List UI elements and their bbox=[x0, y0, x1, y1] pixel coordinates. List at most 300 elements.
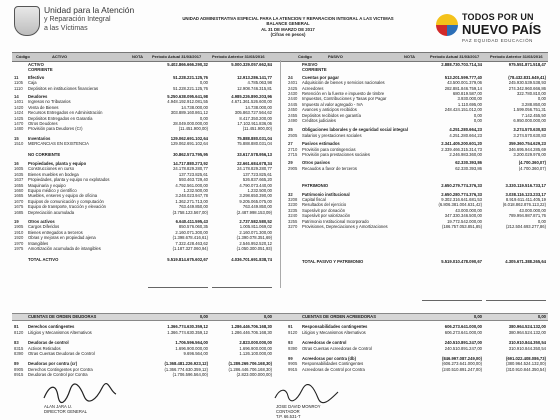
current-period-value: 1.366.774.630.359,12 bbox=[167, 329, 208, 335]
account-label: Provisiones, Depreciaciones y Amortizaciones bbox=[302, 224, 388, 229]
account-label: Equipos de comunicación y computación bbox=[28, 198, 104, 204]
account-code: 1605 bbox=[14, 166, 24, 172]
account-code: 27 bbox=[288, 141, 293, 147]
previous-period-value: (1.050.300.051,93) bbox=[236, 246, 272, 251]
col-title: ACTIVO bbox=[52, 54, 68, 59]
account-code: 1685 bbox=[14, 209, 24, 215]
current-period-value: 240.510.891.247,00 bbox=[444, 345, 482, 351]
account-code: 1665 bbox=[14, 193, 24, 199]
current-period-value: 51.228.221.125,76 bbox=[173, 74, 208, 80]
current-period-value: (606.273.641.000,00) bbox=[441, 361, 482, 367]
account-label: Obligaciones laborales y de seguridad social integral bbox=[302, 127, 408, 133]
current-period-value: 1.362.271.713,00 bbox=[175, 198, 208, 204]
previous-period-value: (212.504.693.277,86) bbox=[505, 224, 546, 229]
current-period-value: (846.997.087.249,00) bbox=[441, 356, 482, 361]
account-code: 1670 bbox=[14, 198, 24, 204]
current-period-value: 303.889.160.861,12 bbox=[170, 110, 208, 116]
previous-period-value: 3.274.570.630,83 bbox=[513, 132, 546, 138]
total-underline bbox=[422, 300, 482, 301]
previous-period-value: 33.617.578.956,13 bbox=[237, 151, 272, 157]
account-label: CUENTAS DE ORDEN ACREEDORAS bbox=[302, 314, 376, 319]
account-label: Depreciación acumulada bbox=[28, 209, 75, 215]
account-label: Créditos judiciales bbox=[302, 118, 336, 123]
col-code: Código bbox=[16, 54, 30, 59]
current-period-value: 7.322.428.463,62 bbox=[175, 240, 208, 246]
previous-period-value: (4.700.360,07) bbox=[518, 165, 546, 171]
account-code: 1920 bbox=[14, 235, 24, 241]
previous-period-value: 3.330.119.516.733,17 bbox=[505, 183, 546, 189]
ledger-row bbox=[14, 257, 272, 263]
previous-period-value: (6.018.862.876.113,22) bbox=[502, 202, 546, 208]
account-code: 91 bbox=[288, 324, 293, 330]
current-period-value: 3.930.000,00 bbox=[457, 96, 482, 102]
previous-period-value: 0,00 bbox=[537, 96, 546, 102]
current-period-value: 347.330.346.500,00 bbox=[444, 213, 482, 219]
previous-period-value: (310.910.844.350,54) bbox=[505, 366, 546, 372]
account-label: Provisión para contingencias bbox=[302, 146, 356, 152]
report-title-line: AL 31 DE MARZO DE 2017 bbox=[261, 26, 315, 32]
account-code: 25 bbox=[288, 127, 293, 133]
account-label: Adquisición de bienes y servicios nacionales bbox=[302, 80, 385, 86]
ledger-row bbox=[14, 152, 272, 158]
current-period-value: 282.881.846.759,14 bbox=[444, 85, 482, 91]
previous-period-value: (78.432.831.649,41) bbox=[508, 74, 546, 80]
account-label: Acreedores bbox=[302, 85, 324, 91]
previous-period-value: 359.360.754.629,23 bbox=[508, 141, 546, 147]
total-underline bbox=[486, 300, 546, 301]
account-label: Responsabilidades contingentes bbox=[302, 324, 368, 330]
current-period-value: 593.463.729,40 bbox=[178, 177, 208, 183]
account-label: PATRIMONIO bbox=[302, 183, 329, 189]
ledger-row bbox=[288, 152, 546, 158]
current-period-value: (6.806.381.004.631,42) bbox=[438, 202, 482, 208]
current-period-value: 14.738.000,00 bbox=[181, 104, 208, 110]
account-label: Bienes muebles en bodega bbox=[28, 171, 79, 177]
ledger-row bbox=[288, 183, 546, 189]
account-code: 3270 bbox=[288, 224, 298, 229]
previous-period-value: 1.126.100.000,00 bbox=[239, 351, 272, 356]
ledger-row bbox=[14, 372, 272, 378]
account-code: 2490 bbox=[288, 118, 298, 123]
previous-period-value: 12.908.746.315,81 bbox=[237, 85, 272, 91]
account-label: Responsabilidades Contingentes bbox=[302, 361, 364, 367]
account-code: 9120 bbox=[288, 329, 298, 335]
account-label: Cuentas por pagar bbox=[302, 74, 339, 80]
account-label: Propiedades, planta y equipo no explotados bbox=[28, 177, 110, 183]
account-code: 1425 bbox=[14, 115, 24, 121]
current-period-value: 0,00 bbox=[473, 112, 482, 118]
account-label: Acreedoras por contra (db) bbox=[302, 356, 356, 361]
account-code: 2710 bbox=[288, 146, 298, 152]
account-label: Obras y mejoras en propiedad ajena bbox=[28, 235, 96, 241]
account-label: Depósitos en instituciones financieras bbox=[28, 85, 99, 91]
current-period-value: 5.250.638.095.641,98 bbox=[167, 94, 208, 99]
current-period-value: 2.650.280.774.376,33 bbox=[441, 191, 482, 197]
account-label: Provisión para prestaciones sociales bbox=[302, 152, 370, 157]
account-code: 1424 bbox=[14, 110, 24, 116]
account-label: Depósitos Entregados en Garantía bbox=[28, 115, 93, 121]
account-code: 15 bbox=[14, 135, 19, 141]
accountant-tp: T.P. 66.531-T bbox=[276, 414, 301, 419]
account-code: 93 bbox=[288, 340, 293, 346]
current-period-value: 2.341.405.200.601,20 bbox=[441, 141, 482, 147]
account-code: 8905 bbox=[14, 366, 24, 372]
previous-period-value: 14.738.000,00 bbox=[245, 104, 272, 110]
ledger-row bbox=[288, 346, 546, 352]
account-label: ACTIVO bbox=[28, 62, 44, 67]
account-code: 1660 bbox=[14, 188, 24, 193]
account-label: Bienes entregados a terceros bbox=[28, 229, 83, 235]
account-label: Deudoras por contra (cr) bbox=[28, 361, 78, 367]
total-underline bbox=[148, 287, 208, 288]
previous-period-value: 245.930.539.538,93 bbox=[508, 80, 546, 86]
previous-period-value: 3.298.650.390,00 bbox=[239, 193, 272, 199]
account-label: Otros pasivos bbox=[302, 160, 330, 166]
account-code: 1637 bbox=[14, 177, 24, 183]
previous-period-value: 526.837.665,20 bbox=[242, 177, 272, 183]
col-note: NOTA bbox=[404, 54, 416, 59]
entity-logo bbox=[44, 6, 134, 33]
account-code: 19 bbox=[14, 219, 19, 224]
current-period-value: 0,00 bbox=[199, 115, 208, 121]
previous-period-value: 0,00 bbox=[263, 314, 272, 319]
account-label: NO CORRIENTE bbox=[28, 151, 61, 157]
previous-period-value: 3.200.029.978,00 bbox=[513, 152, 546, 157]
previous-period-value: 380.964.524.132,00 bbox=[508, 324, 546, 330]
report-title-line: (Cifras en pesos) bbox=[270, 32, 306, 38]
account-code: 2430 bbox=[288, 91, 298, 96]
current-period-value: 30.862.573.795,95 bbox=[173, 151, 208, 157]
account-label: Otros Deudores bbox=[28, 121, 58, 126]
current-period-value: 2.160.071.300,00 bbox=[175, 229, 208, 235]
previous-period-value: 4.790.073.440,00 bbox=[239, 182, 272, 188]
current-period-value: 28.049.000.000,00 bbox=[173, 121, 208, 126]
account-label: Deudoras de Control por Contra bbox=[28, 372, 88, 378]
current-period-value: 4.948.192.912.081,55 bbox=[167, 99, 208, 105]
account-label: Deudoras de control bbox=[28, 340, 69, 346]
account-code: 3255 bbox=[288, 218, 298, 224]
previous-period-value: 8.919.611.411.405,19 bbox=[505, 197, 546, 202]
account-code: 3240 bbox=[288, 213, 298, 219]
accountant-name: JOSE DAVID MONROY bbox=[276, 404, 321, 409]
ledger-row bbox=[14, 126, 272, 132]
current-period-value: 0,00 bbox=[473, 314, 482, 319]
previous-period-value: 4.036.701.691.838,74 bbox=[231, 257, 272, 263]
account-code: 1105 bbox=[14, 80, 24, 86]
account-label: Capital fiscal bbox=[302, 197, 326, 202]
account-label: Cargos Diferidos bbox=[28, 224, 60, 230]
previous-period-value: (1.390.078.351,69) bbox=[236, 235, 272, 241]
ledger-row bbox=[288, 367, 546, 373]
current-period-value: 513.201.599.777,40 bbox=[444, 74, 482, 80]
current-period-value: 5.519.010.478.090,67 bbox=[441, 259, 482, 265]
logo-line3: PAZ EQUIDAD EDUCACIÓN bbox=[462, 38, 534, 43]
previous-period-value: 1.286.446.706.168,30 bbox=[231, 329, 272, 335]
account-label: Superávit por valorización bbox=[302, 213, 351, 219]
previous-period-value: 789.994.987.871,76 bbox=[508, 213, 546, 219]
col-title: PASIVO bbox=[328, 54, 343, 59]
account-code: 16 bbox=[14, 161, 19, 166]
account-label: Inventarios bbox=[28, 135, 51, 141]
account-code: 1470 bbox=[14, 121, 24, 126]
current-period-value: 1.232.500,00 bbox=[183, 188, 208, 193]
account-code: 1401 bbox=[14, 99, 24, 105]
account-label: Litigios y Mecanismos Alternativos bbox=[28, 329, 92, 335]
accountant-role: CONTADOR bbox=[276, 409, 300, 414]
current-period-value: 137.723.825,61 bbox=[178, 171, 208, 177]
current-period-value: 129.062.691.102,64 bbox=[170, 135, 208, 141]
previous-period-value: 75.888.880.031,04 bbox=[237, 141, 272, 147]
previous-period-value: (2.823.000.000,00) bbox=[236, 372, 272, 378]
account-label: Depósitos recibidos en garantía bbox=[302, 112, 361, 118]
previous-period-value: 8.417.350.200,00 bbox=[239, 115, 272, 121]
entity-name-line1: Unidad para la Atención bbox=[44, 5, 135, 15]
previous-period-value: (691.022.408.086,73) bbox=[505, 356, 546, 361]
current-period-value: (186.757.053.851,85) bbox=[441, 224, 482, 229]
total-underline bbox=[212, 287, 272, 288]
account-code: 89 bbox=[14, 361, 19, 367]
current-period-value: 248.424.151.012,00 bbox=[444, 107, 482, 113]
account-code: 1910 bbox=[14, 229, 24, 235]
previous-period-value: 2.160.071.300,00 bbox=[239, 229, 272, 235]
previous-period-value: 43.000.000,00 bbox=[519, 207, 546, 213]
account-code: 99 bbox=[288, 356, 293, 361]
previous-period-value: 3.288.850,00 bbox=[521, 101, 546, 107]
ledger-row bbox=[14, 246, 272, 252]
account-label: Derechos Contingentes por Contra bbox=[28, 366, 93, 372]
previous-period-value: 0,00 bbox=[537, 218, 546, 224]
previous-period-value: 2.737.582.580,52 bbox=[239, 219, 272, 224]
current-period-value: 1.696.900.000,00 bbox=[175, 345, 208, 351]
account-code: 9905 bbox=[288, 361, 298, 367]
previous-period-value: 22.661.684.678,34 bbox=[237, 161, 272, 166]
previous-period-value: 322.780.810,00 bbox=[516, 91, 546, 96]
current-period-value: 4.251.280.664,23 bbox=[449, 127, 482, 133]
account-label: Venta de Bienes bbox=[28, 104, 59, 110]
account-label: Derechos contingentes bbox=[28, 324, 75, 330]
ledger-row bbox=[288, 133, 546, 139]
account-label: TOTAL ACTIVO bbox=[28, 257, 59, 263]
document-header bbox=[8, 4, 552, 50]
previous-period-value: 6.950.000.000,00 bbox=[513, 118, 546, 123]
account-code: 8120 bbox=[14, 329, 24, 335]
ledger-row bbox=[14, 330, 272, 336]
ledger-row bbox=[14, 67, 272, 73]
account-label: Patrimonio Institucional Incorporado bbox=[302, 218, 369, 224]
previous-period-value: 3.038.116.123.233,17 bbox=[505, 191, 546, 197]
coat-of-arms-icon bbox=[14, 6, 40, 36]
current-period-value: 680.819.587,00 bbox=[452, 91, 482, 96]
previous-period-value: 5.000.329.057.662,84 bbox=[231, 62, 272, 67]
column-divider bbox=[280, 60, 281, 288]
current-period-value: 2.339.466.315.314,73 bbox=[441, 146, 482, 152]
current-period-value: 850.576.060,35 bbox=[178, 224, 208, 230]
ledger-row bbox=[14, 86, 272, 92]
account-code: 3208 bbox=[288, 197, 298, 202]
ledger-row bbox=[14, 314, 272, 320]
previous-period-value: 1.005.811.069,02 bbox=[239, 224, 272, 230]
account-code: 2425 bbox=[288, 85, 298, 91]
account-code: 1635 bbox=[14, 171, 24, 177]
current-period-value: 62.330.393,86 bbox=[455, 160, 482, 166]
previous-period-value: 137.723.825,61 bbox=[242, 171, 272, 177]
current-period-value: 606.273.641.000,00 bbox=[444, 324, 482, 330]
current-period-value: (3.758.123.567,00) bbox=[172, 209, 208, 215]
current-period-value: 6.640.411.595,43 bbox=[175, 219, 208, 224]
current-period-value: 4.792.561.000,00 bbox=[175, 182, 208, 188]
previous-period-value: (4.700.360,07) bbox=[518, 160, 546, 166]
account-code: 2905 bbox=[288, 165, 298, 171]
account-label: Propiedades, planta y equipo bbox=[28, 161, 87, 166]
account-label: Ingresos no Tributarios bbox=[28, 99, 71, 105]
previous-period-value: 1.696.900.000,00 bbox=[239, 345, 272, 351]
previous-period-value: 2.823.000.000,00 bbox=[239, 340, 272, 346]
previous-period-value: 7.142.455,50 bbox=[521, 112, 546, 118]
account-label: Equipo médico y científico bbox=[28, 188, 77, 193]
current-period-value: 43.500.001.379,06 bbox=[447, 80, 482, 86]
previous-period-value: 310.910.844.350,54 bbox=[508, 340, 546, 346]
current-period-value: (1.368.481.226.923,12) bbox=[164, 361, 208, 367]
previous-period-value: (11.451.900,00) bbox=[242, 126, 272, 132]
account-label: MERCANCIAS EN EXISTENCIA bbox=[28, 141, 89, 147]
previous-period-value: 75.888.880.031,04 bbox=[237, 135, 272, 141]
current-period-value: 14.717.880.273,92 bbox=[173, 161, 208, 166]
director-role: DIRECTOR GENERAL bbox=[44, 409, 87, 414]
account-code: 2440 bbox=[288, 96, 298, 102]
account-label: Patrimonio institucional bbox=[302, 191, 350, 197]
current-period-value: 9.696.564,00 bbox=[183, 351, 208, 356]
previous-period-value: (380.964.524.132,00) bbox=[505, 361, 546, 367]
account-label: Maquinaria y equipo bbox=[28, 182, 66, 188]
account-label: Salarios y prestaciones sociales bbox=[302, 132, 362, 138]
account-label: PASIVO bbox=[302, 62, 318, 67]
ledger-row bbox=[288, 166, 546, 172]
current-period-value: (1.706.596.564,00) bbox=[172, 372, 208, 378]
ledger-row bbox=[14, 141, 272, 147]
account-code: 1970 bbox=[14, 240, 24, 246]
current-period-value: 3.248.023.947,78 bbox=[175, 193, 208, 199]
account-code: 9390 bbox=[288, 345, 298, 351]
account-code: 2455 bbox=[288, 112, 298, 118]
account-code: 8390 bbox=[14, 351, 24, 356]
report-title bbox=[168, 16, 408, 38]
col-code: Código bbox=[298, 54, 312, 59]
previous-period-value: 346.695.944.285,69 bbox=[508, 146, 546, 152]
account-label: CORRIENTE bbox=[28, 67, 53, 73]
current-period-value: 51.228.221.125,76 bbox=[173, 85, 208, 91]
current-period-value: 24.178.829.280,77 bbox=[173, 166, 208, 172]
colombia-swirl-icon bbox=[436, 14, 458, 36]
account-code: 1110 bbox=[14, 85, 23, 91]
account-code: 3230 bbox=[288, 202, 298, 208]
previous-period-value: 17.102.911.836,06 bbox=[237, 121, 272, 126]
previous-period-value: 975.551.871.518,47 bbox=[508, 62, 546, 67]
previous-period-value: (1.289.269.706.168,30) bbox=[228, 361, 272, 367]
account-label: Resultados del ejercicio bbox=[302, 202, 347, 208]
account-label: Equipo de transporte, tracción y elevación bbox=[28, 204, 106, 210]
account-code: 81 bbox=[14, 324, 19, 330]
col-note: NOTA bbox=[132, 54, 144, 59]
current-period-value: 763.449.850,00 bbox=[178, 204, 208, 210]
previous-period-value: 1.232.500,00 bbox=[247, 188, 272, 193]
logo-line1: TODOS POR UN bbox=[462, 12, 534, 22]
account-label: CUENTAS DE ORDEN DEUDORAS bbox=[28, 314, 97, 319]
current-period-value: (1.398.678.416,61) bbox=[172, 235, 208, 241]
account-label: Activos Retirados bbox=[28, 345, 61, 351]
current-period-value: 0,00 bbox=[199, 314, 208, 319]
entity-name-line2: y Reparación Integral bbox=[44, 16, 111, 23]
previous-period-value: 4.785.063,98 bbox=[247, 80, 272, 86]
previous-period-value: 4.305.671.388.265,64 bbox=[505, 259, 546, 265]
current-period-value: 240.510.891.247,00 bbox=[444, 340, 482, 346]
current-period-value: 606.273.641.000,00 bbox=[444, 329, 482, 335]
account-label: Otras Cuentas Deudoras de Control bbox=[28, 351, 95, 356]
previous-period-value: 3.274.570.630,83 bbox=[513, 127, 546, 133]
current-period-value: (1.187.327.060,94) bbox=[172, 246, 208, 251]
account-code: 11 bbox=[14, 74, 19, 80]
current-period-value: 5.402.866.666.290,32 bbox=[167, 62, 208, 67]
account-label: Recursos Entregados en Administración bbox=[28, 110, 103, 116]
col-previous: Periodo Anterior 31/03/2016 bbox=[212, 54, 265, 59]
ledger-row bbox=[14, 351, 272, 357]
account-code: 1480 bbox=[14, 126, 24, 132]
col-current: Periodo Actual 31/03/2017 bbox=[430, 54, 480, 59]
ledger-row bbox=[288, 259, 546, 265]
account-code: 2445 bbox=[288, 101, 298, 107]
current-period-value: 129.062.691.102,64 bbox=[170, 141, 208, 147]
current-period-value: 1.366.774.630.359,12 bbox=[167, 324, 208, 330]
account-code: 9915 bbox=[288, 366, 298, 372]
previous-period-value: 310.910.844.350,54 bbox=[508, 345, 546, 351]
current-period-value: 1.706.596.564,00 bbox=[175, 340, 208, 346]
current-period-value: 0,00 bbox=[199, 80, 208, 86]
current-period-value: 2.650.279.774.376,33 bbox=[441, 183, 482, 189]
account-code: 1510 bbox=[14, 141, 24, 147]
previous-period-value: 1.286.446.706.168,30 bbox=[231, 324, 272, 330]
previous-period-value: 380.964.524.132,00 bbox=[508, 329, 546, 335]
account-label: Deudores bbox=[28, 94, 48, 99]
report-title-line: UNIDAD ADMINISTRATIVA ESPECIAL PARA LA ATENCION Y REPARACION INTEGRAL A LAS VICTIMAS bbox=[182, 16, 394, 21]
account-code: 8915 bbox=[14, 372, 24, 378]
account-label: Provisión para Deudores (Cr) bbox=[28, 126, 83, 132]
account-label: CORRIENTE bbox=[302, 67, 327, 73]
account-label: TOTAL PASIVO Y PATRIMONIO bbox=[302, 259, 364, 265]
col-previous: Periodo Anterior 31/03/2016 bbox=[490, 54, 543, 59]
account-code: 8315 bbox=[14, 345, 24, 351]
previous-period-value: (1.286.446.706.168,30) bbox=[228, 366, 272, 372]
account-code: 3235 bbox=[288, 207, 298, 213]
logo-line2: NUEVO PAÍS bbox=[462, 22, 542, 37]
current-period-value: 2.246.983.360,00 bbox=[449, 152, 482, 157]
previous-period-value: 4.671.361.526.600,00 bbox=[231, 99, 272, 105]
current-period-value: (240.510.891.247,00) bbox=[441, 366, 482, 372]
report-title-line: BALANCE GENERAL bbox=[266, 21, 310, 27]
account-code: 1975 bbox=[14, 246, 24, 251]
account-code: 2401 bbox=[288, 80, 298, 86]
previous-period-value: 763.449.850,00 bbox=[242, 204, 272, 210]
current-period-value: 43.000.000,00 bbox=[455, 207, 482, 213]
account-label: Amortización acumulada de intangibles bbox=[28, 246, 101, 251]
col-current: Periodo Actual 31/03/2017 bbox=[152, 54, 202, 59]
account-code: 29 bbox=[288, 160, 293, 166]
current-period-value: 62.330.393,86 bbox=[455, 165, 482, 171]
account-label: Pasivos estimados bbox=[302, 141, 340, 147]
account-code: 1905 bbox=[14, 224, 24, 230]
account-code: 24 bbox=[288, 74, 293, 80]
current-period-value: 2.888.730.703.714,34 bbox=[441, 62, 482, 67]
account-code: 32 bbox=[288, 191, 293, 197]
account-label: Intangibles bbox=[28, 240, 49, 246]
